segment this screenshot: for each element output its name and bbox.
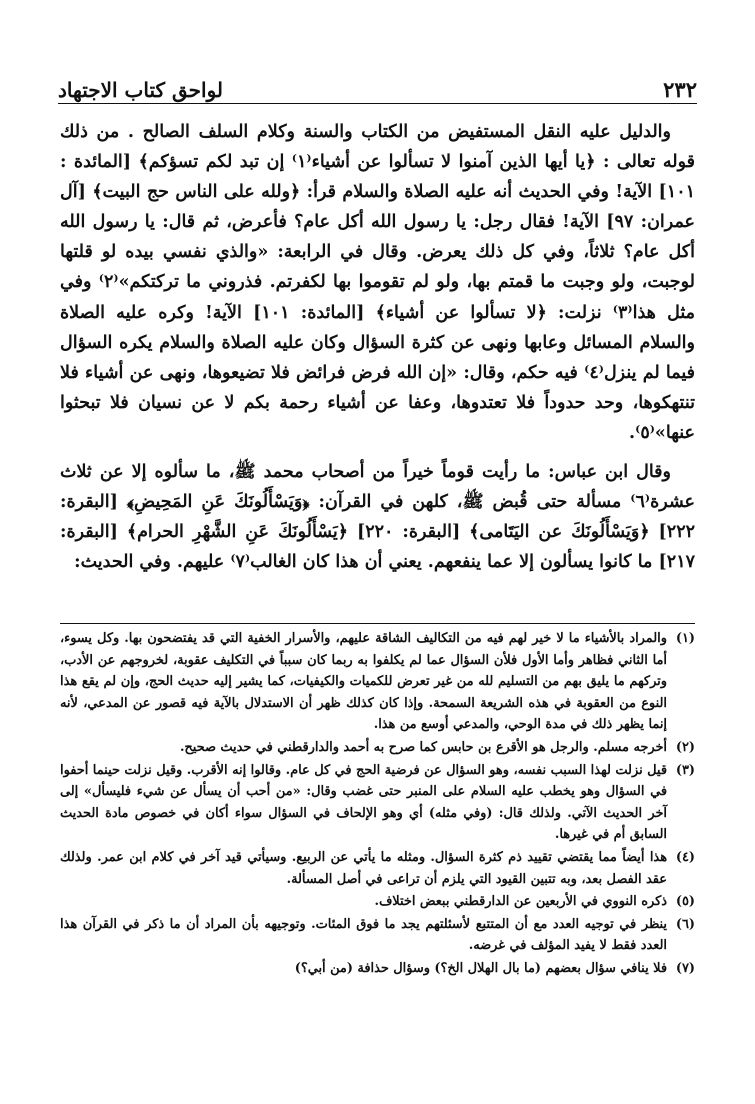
footnote-text: ذكره النووي في الأربعين عن الدارقطني ببعض اختلاف. xyxy=(374,894,667,910)
page-number: ٢٣٢ xyxy=(663,77,697,102)
footnote-number: (١) xyxy=(675,631,695,646)
running-title: لواحق كتاب الاجتهاد xyxy=(58,78,224,102)
footnote xyxy=(60,737,695,759)
footnote xyxy=(60,958,695,980)
footnote-number: (٢) xyxy=(675,739,695,755)
header-rule xyxy=(58,103,697,104)
footnote-number: (٧) xyxy=(675,960,695,976)
footnote-text: قيل نزلت لهذا السبب نفسه، وهو السؤال عن فرضية الحج في كل عام. وقالوا إنه الأقرب. وقيل نزلت حينما أحفوا في السؤال وهو يخطب عليه السلام على المنبر حتى غضب وقال: «من أحب أن يسأل عن شيء فليسأل» إلى آخر الحديث الآتي. ولذلك قال: (وفي مثله) أي وهو الإلحاف في السؤال سواء أكان في خصوص مادة الحديث السابق أم في غيرها. xyxy=(60,762,667,843)
page-header xyxy=(58,70,697,102)
footnote xyxy=(60,847,695,890)
footnote-number: (٦) xyxy=(675,916,695,932)
footnotes xyxy=(60,628,695,981)
main-paragraph: وقال ابن عباس: ما رأيت قوماً خيراً من أصحاب محمد ﷺ، ما سألوه إلا عن ثلاث عشرة⁽٦⁾ مسألة حتى قُبض ﷺ، كلهن في القرآن: ﴿وَيَسْأَلُونَكَ عَنِ المَحِيضِ﴾ [البقرة: ٢٢٢] ﴿وَيَسْأَلُونَكَ عن اليَتَامى﴾ [البقرة: ٢٢٠] ﴿يَسْأَلُونَكَ عَنِ الشَّهْرِ الحرام﴾ [البقرة: ٢١٧] ما كانوا يسألون إلا عما ينفعهم. يعني أن هذا كان الغالب⁽٧⁾ عليهم. وفي الحديث: xyxy=(60,462,695,573)
footnote-rule xyxy=(60,623,695,624)
footnote-text: ينظر في توجيه العدد مع أن المتتبع لأسئلتهم يجد ما فوق المئات. وتوجيهه بأن المراد أن ما ذكر في القرآن هذا العدد فقط لا يفيد المؤلف في غرضه. xyxy=(60,916,667,954)
main-paragraph: والدليل عليه النقل المستفيض من الكتاب والسنة وكلام السلف الصالح . من ذلك قوله تعالى : ﴿يا أيها الذين آمنوا لا تسألوا عن أشياء⁽١⁾ إن تبد لكم تسؤكم﴾ [المائدة : ١٠١] الآية! وفي الحديث أنه عليه الصلاة والسلام قرأ: ﴿ولله على الناس حج البيت﴾ [آل عمران: ٩٧] الآية! فقال رجل: يا رسول الله أكل عام؟ فأعرض، ثم قال: يا رسول الله أكل عام؟ ثلاثاً، وفي كل ذلك يعرض. وقال في الرابعة: «والذي نفسي بيده لو قلتها لوجبت، ولو وجبت ما قمتم بها، ولو لم تقوموا بها لكفرتم. فذروني ما تركتكم»⁽٢⁾ وفي مثل هذا⁽٣⁾ نزلت: ﴿لا تسألوا عن أشياء﴾ [المائدة: ١٠١] الآية! وكره عليه الصلاة والسلام المسائل وعابها ونهى عن كثرة السؤال وكان عليه الصلاة والسلام يكره السؤال فيما لم ينزل⁽٤⁾ فيه حكم، وقال: «إن الله فرض فرائض فلا تضيعوها، ونهى عن أشياء فلا تنتهكوها، وحد حدوداً فلا تعتدوها، وعفا عن أشياء رحمة بكم لا عن نسيان فلا تبحثوا عنها»⁽٥⁾. xyxy=(60,122,696,443)
footnote xyxy=(60,628,695,736)
footnote-number: (٥) xyxy=(675,894,695,910)
footnote-number: (٤) xyxy=(675,849,695,865)
main-text xyxy=(60,117,695,577)
footnote xyxy=(60,760,695,846)
footnote-number: (٣) xyxy=(675,762,695,778)
footnote-text: أخرجه مسلم. والرجل هو الأقرع بن حابس كما صرح به أحمد والدارقطني في حديث صحيح. xyxy=(179,739,667,755)
footnote-text: هذا أيضاً مما يقتضي تقييد ذم كثرة السؤال. ومثله ما يأتي عن الربيع. وسيأتي قيد آخر في كلام ابن عمر. ولذلك عقد الفصل بعد، وبه تتبين القيود التي يلزم أن تراعى في أصل المسألة. xyxy=(60,849,667,887)
footnote-text: فلا ينافي سؤال بعضهم (ما بال الهلال الخ؟) وسؤال حذافة (من أبي؟) xyxy=(294,960,667,976)
footnote xyxy=(60,914,695,957)
footnote xyxy=(60,891,695,913)
footnote-text: والمراد بالأشياء ما لا خير لهم فيه من التكاليف الشاقة عليهم، والأسرار الخفية التي قد يفتضحون بها. وكل يسوء، أما الثاني فظاهر وأما الأول فلأن السؤال عما لم يكلفوا به ربما كان سبباً في التكليف عقوبة، لخروجهم عن الأدب، وتركهم ما يليق بهم من التسليم لله من غير تعرض للكميات والكيفيات، كما يشير إليه حديث الحج، وإن لم يقع هذا النوع من العقوبة في هذه الشريعة السمحة. وإذا كان كذلك ظهر أن الاستدلال بالآية فيه قصور عن المدعي، لأنه إنما يظهر ذلك في مدة الوحي، والمدعي أوسع من هذا. xyxy=(60,631,667,733)
